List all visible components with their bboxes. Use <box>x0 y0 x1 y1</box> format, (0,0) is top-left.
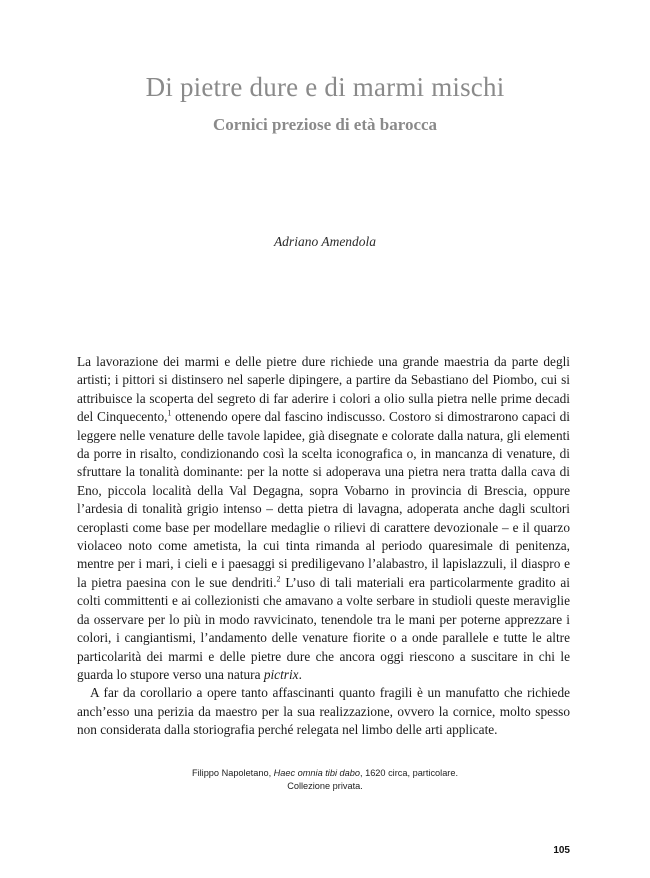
footnote-ref-2[interactable]: 2 <box>276 574 281 584</box>
caption-line-2: Collezione privata. <box>287 780 363 791</box>
caption-work-title: Haec omnia tibi dabo <box>273 768 360 778</box>
paragraph-1-italic-term: pictrix <box>263 666 299 682</box>
article-body <box>77 353 570 740</box>
paragraph-1 <box>77 353 570 684</box>
page-number: 105 <box>553 845 570 856</box>
author-name: Adriano Amendola <box>273 234 377 249</box>
paragraph-1-part-c: L’uso di tali materiali era particolarmente gradito ai colti committenti e ai collezionisti che amavano a volte serbare in studioli queste meraviglie da osservare per lo più in modo ravvicinato, tenendole tra le mani per poterne apprezzare i colori, i cangiantismi, l’andamento delle venature fiorite o a onde parallele e tutte le altre particolarità dei marmi e delle pietre dure che ancora oggi riescono a suscitare in chi le guarda lo stupore verso una natura <box>77 574 570 682</box>
page-subtitle: Cornici preziose di età barocca <box>212 115 438 134</box>
paragraph-1-end: . <box>298 666 302 682</box>
image-caption <box>0 767 650 792</box>
paragraph-1-part-a: La lavorazione dei marmi e delle pietre dure richiede una grande maestria da parte degli artisti; i pittori si distinsero nel saperle dipingere, a partire da Sebastiano del Piombo, cui si attribuisce la scoperta del segreto di far aderire i colori a olio sulla pietra nelle prime decadi del Cinquecento, <box>77 354 570 425</box>
paragraph-1-part-b: ottenendo opere dal fascino indiscusso. Costoro si dimostrarono capaci di leggere nelle venature delle tavole lapidee, già disegnate e colorate dalla natura, gli elementi da porre in risalto, condizionando così la scelta iconografica o, in mancanza di venature, di sfruttare la tonalità dominante: per la notte si adoperava una pietra nera tratta dalla cava di Eno, piccola località della Val Degagna, sopra Vobarno in provincia di Brescia, oppure l’ardesia di tonalità grigio intenso – detta pietra di lavagna, adoperata anche dagli scultori ceroplasti come base per modellare medaglie o rilievi di carattere devozionale – e il quarzo violaceo noto come ametista, la cui tinta rimanda al periodo quaresimale di penitenza, mentre per i mari, i cieli e i paesaggi si prediligevano l’alabastro, il lapislazzuli, il diaspro e la pietra paesina con le sue dendriti. <box>77 409 570 590</box>
caption-line-1 <box>0 767 650 780</box>
footnote-ref-1[interactable]: 1 <box>167 408 172 418</box>
paragraph-2: A far da corollario a opere tanto affascinanti quanto fragili è un manufatto che richiede anch’esso una perizia da maestro per la sua realizzazione, ovvero la cornice, molto spesso non considerata dalla storiografia perché relegata nel limbo delle arti applicate. <box>77 685 570 738</box>
caption-prefix: Filippo Napoletano, <box>191 768 274 778</box>
caption-suffix: , 1620 circa, particolare. <box>359 768 459 778</box>
page-title: Di pietre dure e di marmi mischi <box>145 72 505 102</box>
